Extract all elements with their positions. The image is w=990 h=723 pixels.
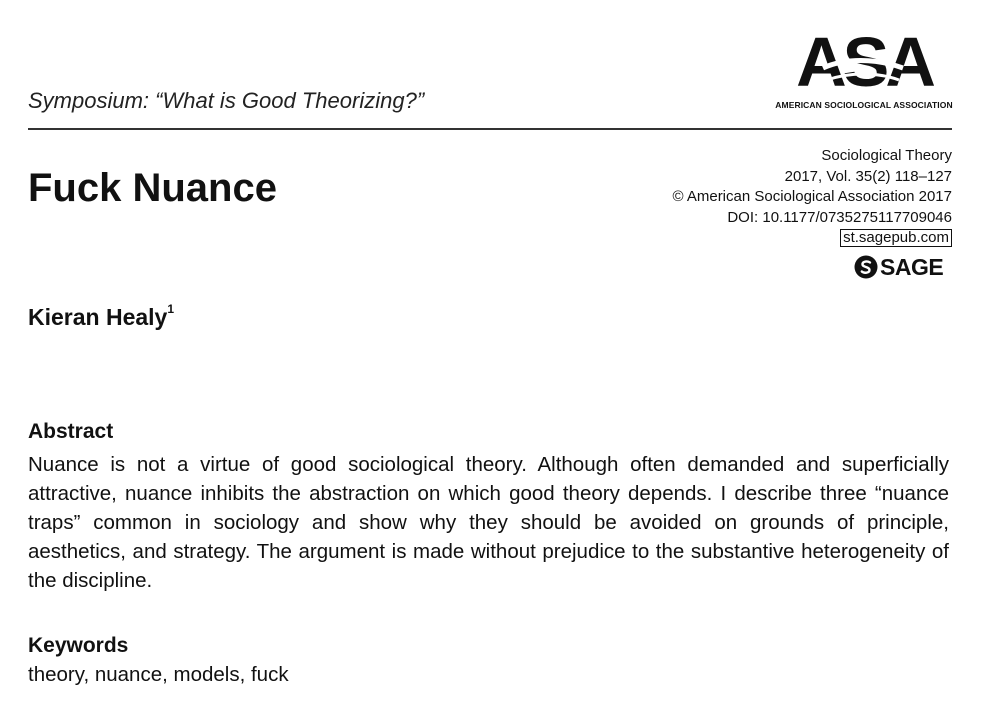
author-name-text: Kieran Healy xyxy=(28,304,168,330)
sage-wordmark: SAGE xyxy=(880,253,944,280)
asa-logo-subtitle: AMERICAN SOCIOLOGICAL ASSOCIATION xyxy=(775,100,953,110)
author-affiliation-mark: 1 xyxy=(167,302,175,317)
article-title: Fuck Nuance xyxy=(28,166,277,210)
journal-info xyxy=(672,146,952,249)
asa-logo-letters: ASA xyxy=(796,23,932,101)
sage-s-icon xyxy=(854,255,878,279)
journal-name: Sociological Theory xyxy=(821,147,952,164)
keywords-text: theory, nuance, models, fuck xyxy=(28,663,289,686)
symposium-heading: Symposium: “What is Good Theorizing?” xyxy=(28,88,425,113)
sage-logo xyxy=(854,254,943,280)
asa-logo xyxy=(775,23,953,112)
journal-url-link[interactable]: st.sagepub.com xyxy=(840,229,952,247)
header-rule xyxy=(28,128,952,130)
journal-doi: DOI: 10.1177/0735275117709046 xyxy=(727,208,952,226)
journal-volume: 2017, Vol. 35(2) 118–127 xyxy=(784,167,952,185)
journal-copyright: © American Sociological Association 2017 xyxy=(672,188,952,205)
author-name xyxy=(28,304,174,331)
abstract-heading: Abstract xyxy=(28,420,114,443)
abstract-text: Nuance is not a virtue of good sociological theory. Although often demanded and superficially attractive, nuance inhibits the abstraction on which good theory depends. I describe three “nuance traps” common in sociology and show why they should be avoided on grounds of principle, aesthetics, and strategy. The argument is made without prejudice to the substantive heterogeneity of the discipline. xyxy=(28,453,949,592)
keywords-heading: Keywords xyxy=(28,634,129,657)
